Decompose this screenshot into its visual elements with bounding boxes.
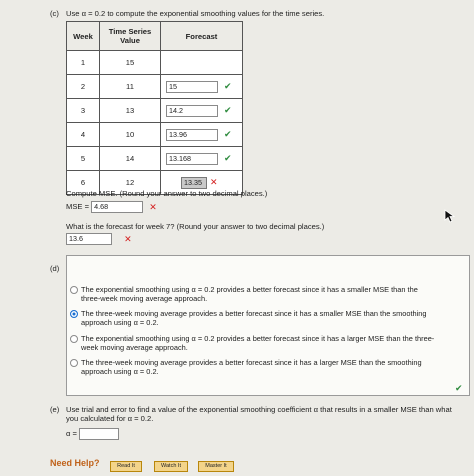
week-cell: 4 bbox=[67, 123, 100, 147]
value-cell: 14 bbox=[100, 147, 161, 171]
value-cell: 12 bbox=[100, 171, 161, 195]
value-cell: 15 bbox=[100, 51, 161, 75]
option-4-line2: approach using α = 0.2. bbox=[81, 367, 159, 376]
part-e-prompt-line1: Use trial and error to find a value of the exponential smoothing coefficient α that results in a smaller MSE than what bbox=[66, 405, 452, 414]
time-series-table bbox=[66, 21, 243, 195]
option-2-radio-selected[interactable] bbox=[70, 310, 78, 318]
forecast-input[interactable]: 13.168 bbox=[166, 153, 218, 165]
option-4[interactable] bbox=[69, 358, 467, 376]
mse-row bbox=[66, 201, 157, 213]
option-1-line1: The exponential smoothing using α = 0.2 provides a better forecast since it has a smaller MSE than the bbox=[81, 285, 418, 294]
option-4-radio[interactable] bbox=[70, 359, 78, 367]
week7-forecast-input[interactable]: 13.6 bbox=[66, 233, 112, 245]
part-d-label: (d) bbox=[50, 264, 60, 273]
header-time-series-value: Time Series Value bbox=[100, 22, 161, 51]
incorrect-x-icon: ✕ bbox=[210, 177, 218, 187]
option-2[interactable] bbox=[69, 309, 467, 327]
alpha-row bbox=[66, 428, 119, 440]
option-3[interactable] bbox=[69, 334, 467, 352]
part-d-correct-icon: ✔ bbox=[455, 383, 463, 393]
mse-prompt: Compute MSE. (Round your answer to two decimal places.) bbox=[66, 189, 268, 198]
correct-check-icon: ✔ bbox=[224, 129, 232, 139]
table-row bbox=[67, 75, 243, 99]
answer-options-box bbox=[66, 255, 470, 396]
value-cell: 13 bbox=[100, 99, 161, 123]
week7-prompt: What is the forecast for week 7? (Round your answer to two decimal places.) bbox=[66, 222, 325, 231]
option-1-radio[interactable] bbox=[70, 286, 78, 294]
forecast-input[interactable]: 13.35 bbox=[181, 177, 207, 189]
option-1[interactable] bbox=[69, 285, 467, 303]
forecast-input[interactable]: 13.96 bbox=[166, 129, 218, 141]
correct-check-icon: ✔ bbox=[224, 81, 232, 91]
part-c-label: (c) bbox=[50, 9, 59, 18]
week7-incorrect-icon: ✕ bbox=[124, 233, 132, 244]
week-cell: 1 bbox=[67, 51, 100, 75]
table-row bbox=[67, 147, 243, 171]
option-1-line2: three-week moving average approach. bbox=[81, 294, 208, 303]
need-help-label: Need Help? bbox=[50, 458, 100, 468]
forecast-cell bbox=[161, 51, 243, 75]
alpha-input[interactable] bbox=[79, 428, 119, 440]
week-cell: 6 bbox=[67, 171, 100, 195]
table-row bbox=[67, 51, 243, 75]
value-cell: 10 bbox=[100, 123, 161, 147]
forecast-input[interactable]: 15 bbox=[166, 81, 218, 93]
read-it-button[interactable]: Read It bbox=[110, 461, 142, 472]
table-row bbox=[67, 123, 243, 147]
alpha-label: α = bbox=[66, 429, 77, 438]
forecast-cell bbox=[161, 123, 243, 147]
week-cell: 5 bbox=[67, 147, 100, 171]
watch-it-button[interactable]: Watch It bbox=[154, 461, 188, 472]
part-e-prompt-line2: you calculated for α = 0.2. bbox=[66, 414, 154, 423]
part-c-prompt: Use α = 0.2 to compute the exponential smoothing values for the time series. bbox=[66, 9, 325, 18]
option-3-line1: The exponential smoothing using α = 0.2 provides a better forecast since it has a larger MSE than the three- bbox=[81, 334, 435, 343]
table-row bbox=[67, 99, 243, 123]
part-e-label: (e) bbox=[50, 405, 60, 414]
correct-check-icon: ✔ bbox=[224, 153, 232, 163]
forecast-cell bbox=[161, 75, 243, 99]
header-forecast: Forecast bbox=[161, 22, 243, 51]
forecast-cell bbox=[161, 99, 243, 123]
forecast-cell bbox=[161, 147, 243, 171]
mse-input[interactable]: 4.68 bbox=[91, 201, 143, 213]
week-cell: 2 bbox=[67, 75, 100, 99]
value-cell: 11 bbox=[100, 75, 161, 99]
mse-incorrect-icon: ✕ bbox=[149, 201, 157, 212]
option-2-line1: The three-week moving average provides a better forecast since it has a smaller MSE than the smoothing bbox=[81, 309, 427, 318]
week-cell: 3 bbox=[67, 99, 100, 123]
forecast-input[interactable]: 14.2 bbox=[166, 105, 218, 117]
week7-row bbox=[66, 233, 132, 245]
correct-check-icon: ✔ bbox=[224, 105, 232, 115]
master-it-button[interactable]: Master It bbox=[198, 461, 234, 472]
option-3-radio[interactable] bbox=[70, 335, 78, 343]
option-2-line2: approach using α = 0.2. bbox=[81, 318, 159, 327]
option-4-line1: The three-week moving average provides a better forecast since it has a larger MSE than the smoothing bbox=[81, 358, 422, 367]
mouse-cursor-icon bbox=[444, 209, 456, 223]
mse-label: MSE = bbox=[66, 202, 90, 211]
option-3-line2: week moving average approach. bbox=[81, 343, 188, 352]
header-week: Week bbox=[67, 22, 100, 51]
